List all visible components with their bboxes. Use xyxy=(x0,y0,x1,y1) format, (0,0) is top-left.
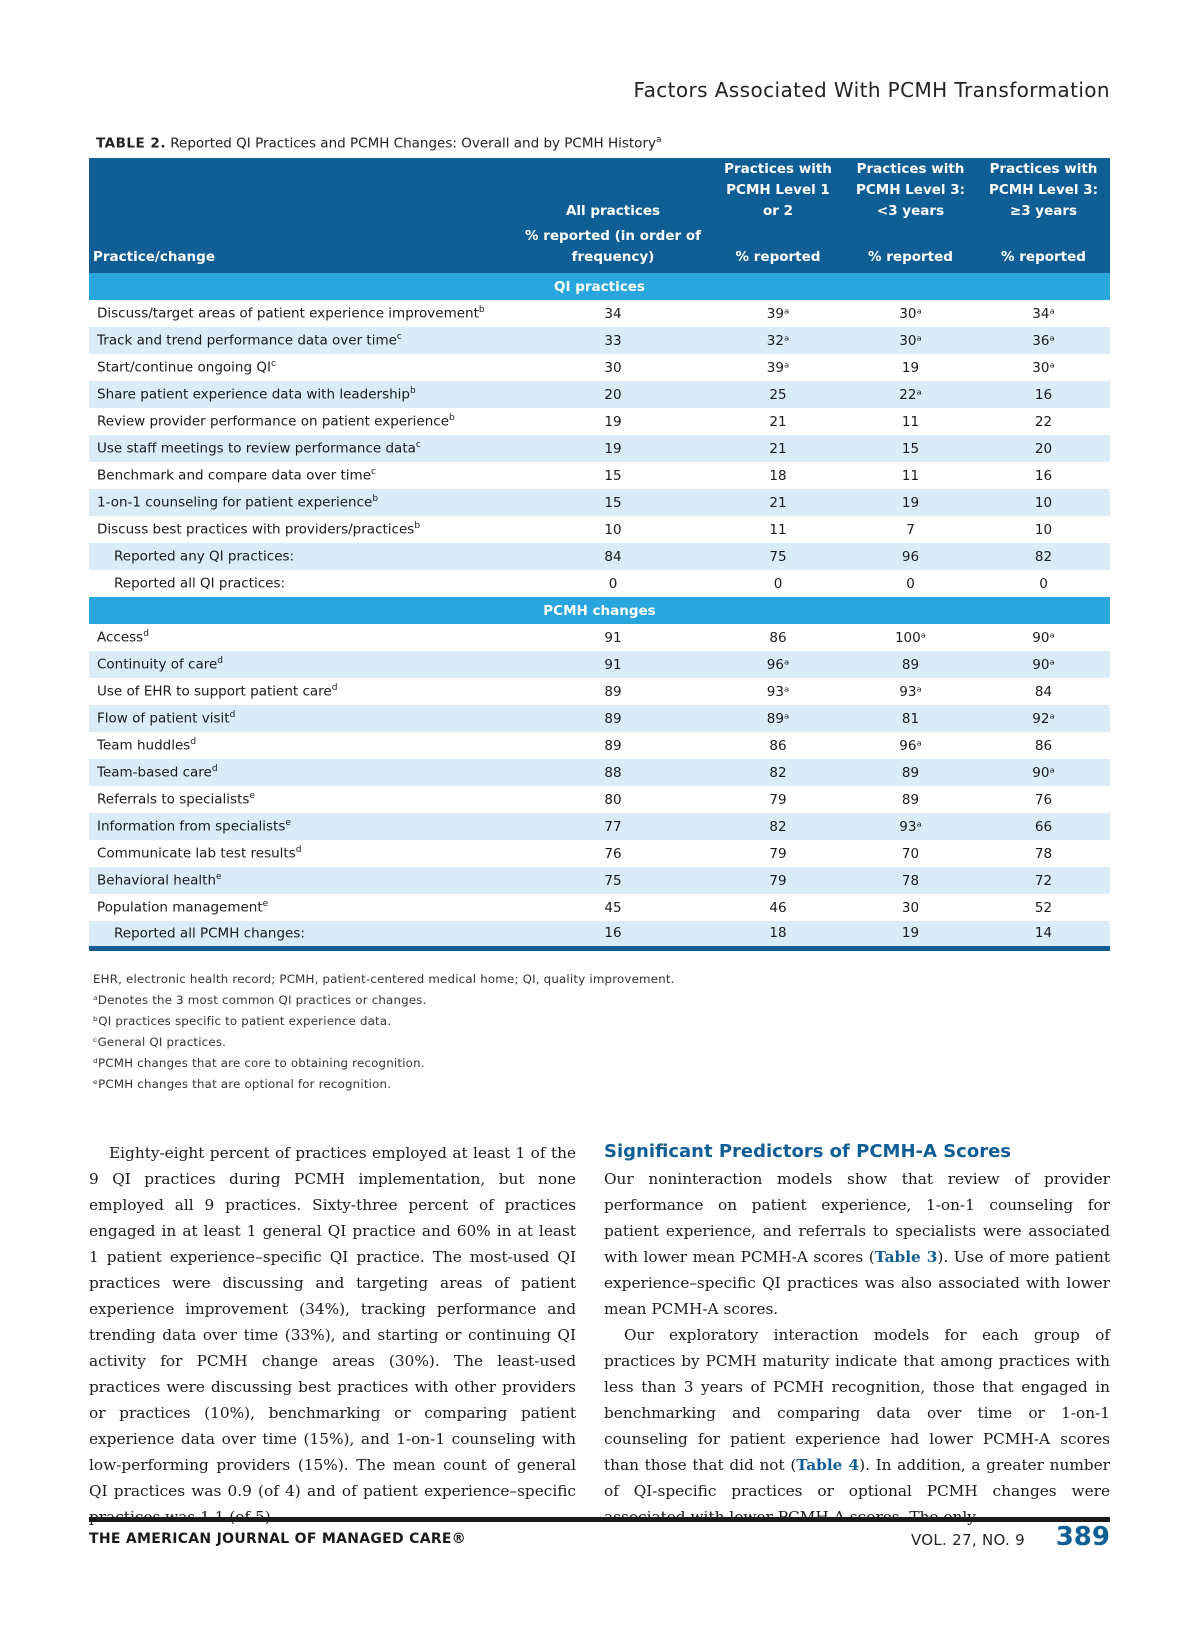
body-right-column xyxy=(604,1140,1110,1530)
table-cell: 89 xyxy=(604,737,622,754)
row-label-text: Behavioral health xyxy=(97,872,216,889)
table-cell: 89 xyxy=(514,705,712,732)
table-cell: 86 xyxy=(1034,737,1053,754)
row-label-footnote: d xyxy=(331,683,338,694)
row-label-footnote: e xyxy=(249,791,255,802)
table-cell: 19 xyxy=(514,435,712,462)
table-cell: 52 xyxy=(1034,899,1053,916)
row-label-text: Information from specialists xyxy=(97,818,286,835)
body-paragraph: Eighty-eight percent of practices employed at least 1 of the 9 QI practices during PCMH implementation, but none employed all 9 practices. Sixty-three percent of practices engaged in at least 1 general QI practice and 60% in at least 1 patient experience–specific QI practice. The most-used QI practices were discussing and targeting areas of patient experience improvement (34%), tracking performance and trending data over time (33%), and starting or continuing QI activity for PCMH change areas (30%). The least-used practices were discussing best practices with other providers or practices (10%), benchmarking or comparing patient experience data over time (15%), and 1-on-1 counseling with low-performing providers (15%). The mean count of general QI practices was 0.9 (of 4) and of patient experience–specific xyxy=(89,1144,576,1500)
table-row xyxy=(89,462,1110,489)
table-cell: 89ᵃ xyxy=(712,705,844,732)
table-row xyxy=(89,408,1110,435)
table-label: TABLE 2. xyxy=(96,135,166,152)
row-label-text: Review provider performance on patient experience xyxy=(97,413,450,430)
row-label-text: Benchmark and compare data over time xyxy=(97,467,371,484)
row-label-text: Reported all PCMH changes: xyxy=(114,925,305,942)
row-label-footnote: e xyxy=(285,818,291,829)
table-cell: 72 xyxy=(977,867,1110,894)
row-label xyxy=(89,894,514,921)
row-label-text: Access xyxy=(97,629,144,646)
table-cell: 16 xyxy=(1034,467,1053,484)
row-label xyxy=(89,705,514,732)
table-row xyxy=(89,921,1110,948)
table-cell: 34ᵃ xyxy=(1032,305,1055,322)
table-header-row-2 xyxy=(89,226,1110,273)
table-note: ᶜGeneral QI practices. xyxy=(93,1035,227,1049)
row-label-text: Discuss/target areas of patient experience improvement xyxy=(97,305,479,322)
row-label-footnote: d xyxy=(295,845,302,856)
table-cell: 34 xyxy=(604,305,622,322)
table-cell: 100ᵃ xyxy=(894,629,927,646)
table-cell: 93ᵃ xyxy=(766,683,790,700)
row-label-footnote: b xyxy=(478,305,485,316)
table-cell: 10 xyxy=(1034,521,1053,538)
table-cell: 93ᵃ xyxy=(844,813,977,840)
table-cell: 36ᵃ xyxy=(977,327,1110,354)
table-cell: 86 xyxy=(769,737,787,754)
table-cell: 30ᵃ xyxy=(844,327,977,354)
body-paragraph xyxy=(604,1322,1110,1530)
table-title: Reported QI Practices and PCMH Changes: Overall and by PCMH History xyxy=(170,135,656,152)
table-cell: 19 xyxy=(604,413,622,430)
table-cell: 19 xyxy=(844,921,977,948)
row-label-text: Continuity of care xyxy=(97,656,218,673)
footer-rule xyxy=(89,1517,1110,1522)
row-label-text: Reported any QI practices: xyxy=(114,548,295,565)
table-row xyxy=(89,759,1110,786)
section-heading: Significant Predictors of PCMH-A Scores xyxy=(604,1141,1011,1162)
table-row xyxy=(89,786,1110,813)
table-cell: 14 xyxy=(977,921,1110,948)
table-cell: 79 xyxy=(769,845,787,862)
table-row xyxy=(89,570,1110,597)
table-cell: 96ᵃ xyxy=(899,737,922,754)
row-label xyxy=(89,408,514,435)
table-row xyxy=(89,678,1110,705)
table-row xyxy=(89,354,1110,381)
row-label xyxy=(89,543,514,570)
table-notes xyxy=(93,969,675,1095)
table-cell: 46 xyxy=(769,899,787,916)
row-label xyxy=(89,813,514,840)
table-cell: 10 xyxy=(977,489,1110,516)
table-cell: 75 xyxy=(514,867,712,894)
header-level-1-2: Practices with PCMH Level 1 or 2 xyxy=(712,158,844,226)
table-cell: 70 xyxy=(901,845,920,862)
table-cell: 78 xyxy=(844,867,977,894)
row-label-text: Use of EHR to support patient care xyxy=(97,683,332,700)
table-cell: 66 xyxy=(977,813,1110,840)
row-label xyxy=(89,381,514,408)
row-label xyxy=(89,759,514,786)
section-row xyxy=(89,597,1110,624)
row-label xyxy=(89,354,514,381)
table-cell: 89 xyxy=(844,651,977,678)
table-cell: 18 xyxy=(712,921,844,948)
table-cell: 96 xyxy=(844,543,977,570)
table-cell: 82 xyxy=(712,813,844,840)
table-row xyxy=(89,894,1110,921)
table-cell: 30ᵃ xyxy=(1032,359,1055,376)
table-cell: 90ᵃ xyxy=(977,651,1110,678)
row-label-footnote: d xyxy=(211,764,218,775)
table-cell: 92ᵃ xyxy=(977,705,1110,732)
row-label-text: Track and trend performance data over time xyxy=(97,332,397,349)
row-label xyxy=(89,624,514,651)
row-label xyxy=(89,327,514,354)
header-level-3-ge3: Practices with PCMH Level 3: ≥3 years xyxy=(977,158,1110,226)
footer-journal-name: THE AMERICAN JOURNAL OF MANAGED CARE® xyxy=(89,1531,467,1547)
row-label-text: 1-on-1 counseling for patient experience xyxy=(97,494,373,511)
table-cell: 89 xyxy=(844,759,977,786)
footer-volume: VOL. 27, NO. 9 xyxy=(910,1531,1025,1549)
row-label xyxy=(89,867,514,894)
row-label-text: Reported all QI practices: xyxy=(114,575,286,592)
table-cell: 33 xyxy=(514,327,712,354)
table-cell: 77 xyxy=(514,813,712,840)
table-cell: 16 xyxy=(977,381,1110,408)
table-cell: 30 xyxy=(604,359,622,376)
table-cell: 90ᵃ xyxy=(1032,629,1055,646)
row-label-text: Start/continue ongoing QI xyxy=(97,359,271,376)
table-3-link[interactable]: Table 3 xyxy=(874,1248,938,1266)
row-label-text: Population management xyxy=(97,899,263,916)
section-title: PCMH changes xyxy=(89,597,1110,624)
table-row xyxy=(89,840,1110,867)
table-cell: 32ᵃ xyxy=(712,327,844,354)
table-cell: 0 xyxy=(1039,575,1048,592)
row-label-footnote: d xyxy=(143,629,149,640)
row-label-text: Team huddles xyxy=(97,737,191,754)
row-label-footnote: d xyxy=(229,710,236,721)
row-label xyxy=(89,435,514,462)
section-row xyxy=(89,273,1110,300)
table-cell: 16 xyxy=(514,921,712,948)
table-cell: 91 xyxy=(604,629,622,646)
table-cell: 15 xyxy=(604,467,622,484)
table-cell: 39ᵃ xyxy=(766,305,790,322)
table-cell: 7 xyxy=(906,521,915,538)
table-cell: 39ᵃ xyxy=(766,359,790,376)
row-label xyxy=(89,489,514,516)
table-cell: 76 xyxy=(1034,791,1053,808)
row-label xyxy=(89,300,514,327)
row-label-footnote: e xyxy=(216,872,222,883)
table-cell: 84 xyxy=(1034,683,1053,700)
table-cell: 0 xyxy=(773,575,783,592)
table-cell: 21 xyxy=(769,413,787,430)
row-label-text: Flow of patient visit xyxy=(97,710,230,727)
table-cell: 20 xyxy=(977,435,1110,462)
header-level-3-lt3: Practices with PCMH Level 3: <3 years xyxy=(844,158,977,226)
row-label-footnote: e xyxy=(262,899,269,910)
table-cell: 90ᵃ xyxy=(977,759,1110,786)
header-pct-reported-frequency: % reported (in order of frequency) xyxy=(514,226,712,273)
row-label xyxy=(89,678,514,705)
table-cell: 10 xyxy=(604,521,622,538)
table-cell: 22ᵃ xyxy=(844,381,977,408)
table-cell: 19 xyxy=(844,489,977,516)
table-4-link[interactable]: Table 4 xyxy=(796,1456,860,1474)
row-label-footnote: c xyxy=(270,359,276,370)
table-cell: 21 xyxy=(712,489,844,516)
table-cell: 79 xyxy=(769,791,787,808)
table-row xyxy=(89,705,1110,732)
header-all-practices: All practices xyxy=(514,158,712,226)
row-label xyxy=(89,570,514,597)
table-header-row-1 xyxy=(89,158,1110,226)
table-cell: 80 xyxy=(604,791,622,808)
row-label-footnote: d xyxy=(190,737,197,748)
row-label-footnote: b xyxy=(410,386,416,397)
table-caption xyxy=(96,135,662,152)
section-title: QI practices xyxy=(89,273,1110,300)
table-cell: 45 xyxy=(604,899,622,916)
table-cell: 86 xyxy=(769,629,787,646)
table-row xyxy=(89,813,1110,840)
table-cell: 11 xyxy=(901,413,920,430)
table-note: ᵈPCMH changes that are core to obtaining recognition. xyxy=(93,1056,425,1070)
table-cell: 11 xyxy=(901,467,920,484)
row-label-text: Use staff meetings to review performance data xyxy=(97,440,416,457)
table-note: ᵉPCMH changes that are optional for recognition. xyxy=(93,1077,392,1091)
table-cell: 79 xyxy=(712,867,844,894)
header-cell xyxy=(89,158,514,226)
table-row xyxy=(89,489,1110,516)
table-cell: 15 xyxy=(514,489,712,516)
table-note: ᵃDenotes the 3 most common QI practices or changes. xyxy=(93,993,427,1007)
paragraph-text: ). Use of more patient experience–specific QI practices was also associated with lower mean PCMH-A scores. xyxy=(604,1248,1111,1318)
running-head: Factors Associated With PCMH Transformation xyxy=(633,78,1110,102)
table-cell: 88 xyxy=(514,759,712,786)
table-row xyxy=(89,867,1110,894)
row-label-footnote: c xyxy=(415,440,421,451)
table-row xyxy=(89,732,1110,759)
table-cell: 22 xyxy=(1034,413,1053,430)
table-cell: 93ᵃ xyxy=(899,683,922,700)
row-label-text: Team-based care xyxy=(97,764,212,781)
row-label-text: Referrals to specialists xyxy=(97,791,250,808)
table-cell: 89 xyxy=(901,791,920,808)
table-row xyxy=(89,651,1110,678)
row-label-footnote: b xyxy=(372,494,379,505)
table-cell: 75 xyxy=(712,543,844,570)
table-cell: 78 xyxy=(1034,845,1053,862)
row-label xyxy=(89,921,514,948)
table-cell: 11 xyxy=(769,521,787,538)
body-left-column xyxy=(89,1140,576,1530)
table-cell: 30ᵃ xyxy=(899,305,922,322)
table-cell: 18 xyxy=(769,467,787,484)
row-label-footnote: b xyxy=(449,413,455,424)
table-cell: 89 xyxy=(604,683,622,700)
paragraph-text: Our exploratory interaction models for each group of practices by PCMH maturity indicate that among practices with less than 3 years of PCMH recognition, those that engaged in benchmarking and comparing data over time or 1-on-1 counseling for patient experience had lower PCMH-A scores than those that did not ( xyxy=(604,1326,1110,1474)
body-paragraph xyxy=(604,1166,1110,1322)
table-cell: 19 xyxy=(901,359,920,376)
table-cell: 25 xyxy=(712,381,844,408)
table-row xyxy=(89,543,1110,570)
table-cell: 82 xyxy=(712,759,844,786)
table-note: ᵇQI practices specific to patient experience data. xyxy=(93,1014,392,1028)
table-row xyxy=(89,624,1110,651)
row-label-text: Share patient experience data with leadership xyxy=(97,386,410,403)
row-label xyxy=(89,462,514,489)
table-cell: 30 xyxy=(901,899,920,916)
table-note: EHR, electronic health record; PCMH, patient-centered medical home; QI, quality improvement. xyxy=(93,972,675,986)
header-pct-reported: % reported xyxy=(712,226,844,273)
qi-pcmh-table xyxy=(89,158,1110,951)
table-row xyxy=(89,435,1110,462)
row-label xyxy=(89,732,514,759)
table-row xyxy=(89,327,1110,354)
row-label xyxy=(89,786,514,813)
row-label-footnote: d xyxy=(217,656,223,667)
table-row xyxy=(89,381,1110,408)
paragraph-text: Our noninteraction models show that review of provider performance on patient experience, 1-on-1 counseling for patient experience, and referrals to specialists were associated with lower mean PCMH-A scores ( xyxy=(604,1170,1110,1266)
table-cell: 21 xyxy=(712,435,844,462)
row-label xyxy=(89,840,514,867)
table-cell: 81 xyxy=(844,705,977,732)
table-cell: 76 xyxy=(604,845,622,862)
header-pct-reported: % reported xyxy=(844,226,977,273)
header-practice-change: Practice/change xyxy=(89,226,514,273)
row-label-text: Discuss best practices with providers/practices xyxy=(97,521,415,538)
table-cell: 84 xyxy=(514,543,712,570)
table-cell: 82 xyxy=(977,543,1110,570)
table-cell: 15 xyxy=(844,435,977,462)
table-cell: 20 xyxy=(514,381,712,408)
row-label-footnote: c xyxy=(371,467,376,478)
page-number: 389 xyxy=(1055,1522,1110,1552)
table-cell: 96ᵃ xyxy=(712,651,844,678)
row-label-footnote: b xyxy=(414,521,421,532)
row-label-text: Communicate lab test results xyxy=(97,845,296,862)
header-pct-reported: % reported xyxy=(977,226,1110,273)
row-label-footnote: c xyxy=(396,332,402,343)
table-row xyxy=(89,516,1110,543)
paragraph-text: ). In addition, a greater number of QI-specific practices or optional PCMH changes were xyxy=(604,1456,1110,1500)
table-title-footnote: a xyxy=(655,135,662,145)
table-cell: 0 xyxy=(608,575,618,592)
table-cell: 91 xyxy=(514,651,712,678)
table-cell: 0 xyxy=(906,575,915,592)
table-row xyxy=(89,300,1110,327)
row-label xyxy=(89,651,514,678)
row-label xyxy=(89,516,514,543)
table-body xyxy=(89,273,1110,948)
